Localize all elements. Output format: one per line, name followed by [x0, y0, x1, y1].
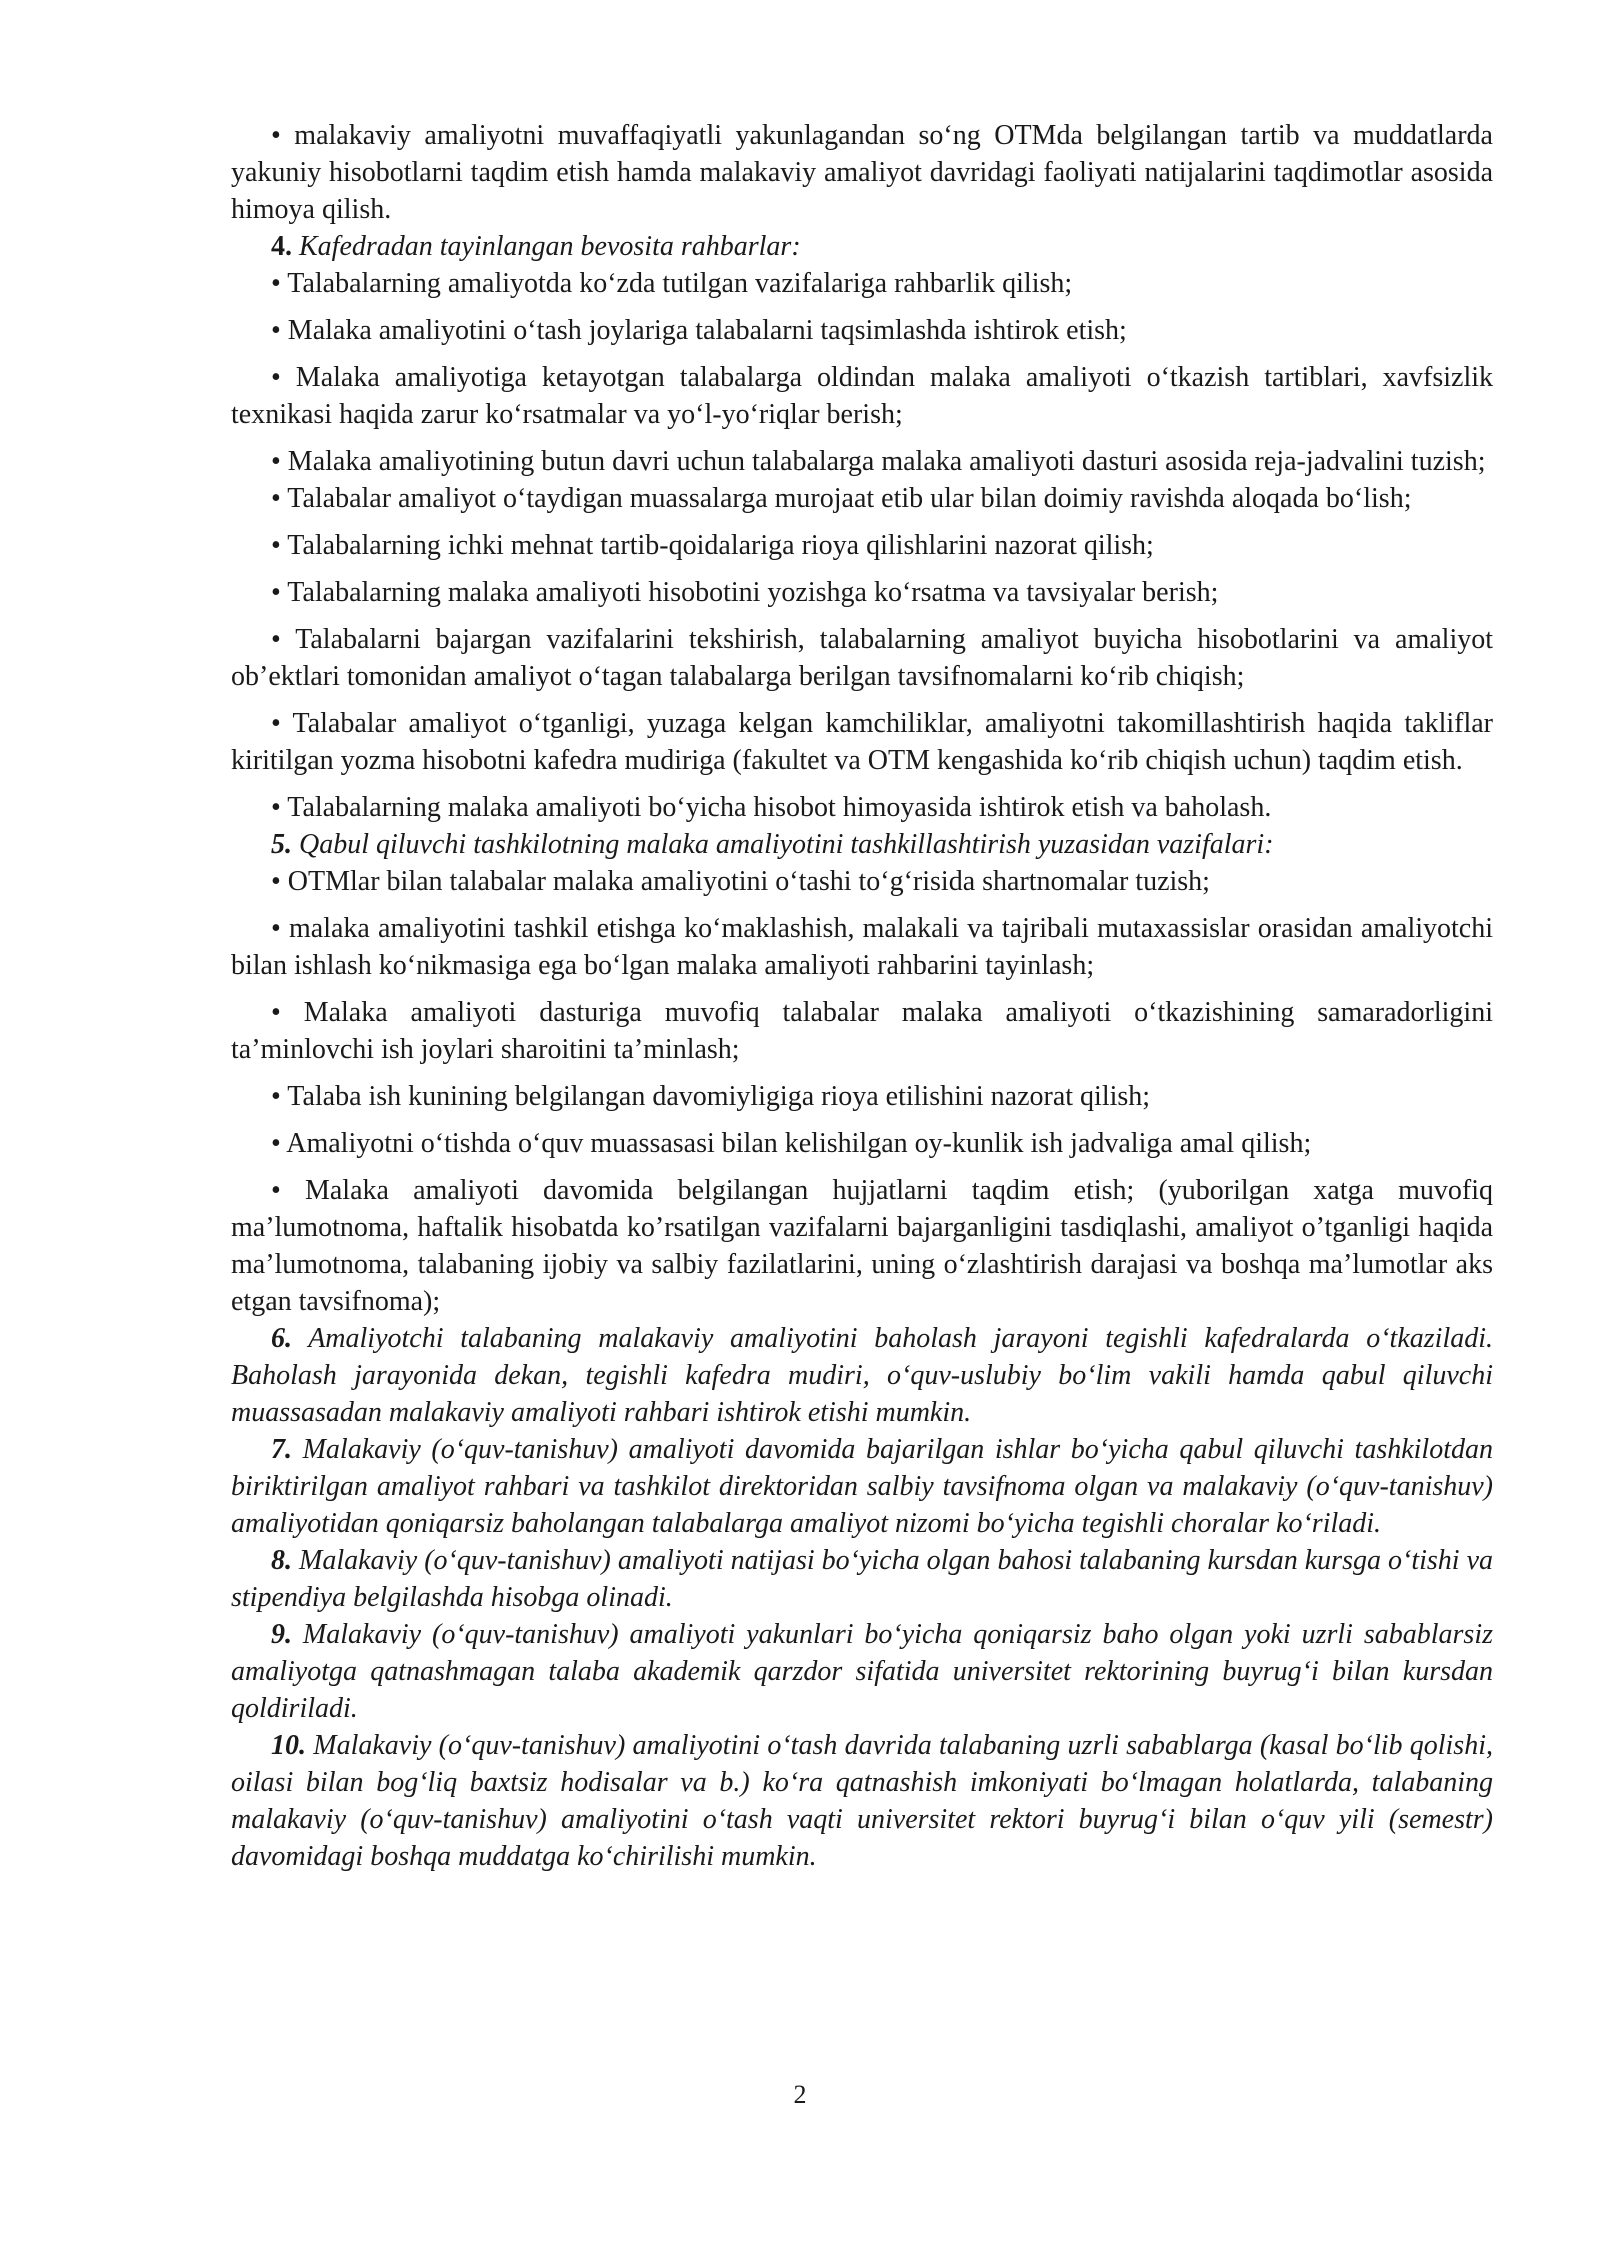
- section-5-number: 5.: [271, 829, 292, 860]
- clause-9-number: 9.: [271, 1619, 292, 1650]
- section-4-bullet-7: • Talabalarning malaka amaliyoti hisobotini yozishga ko‘rsatma va tavsiyalar berish;: [271, 577, 1219, 608]
- section-4-bullet-4: • Malaka amaliyotining butun davri uchun talabalarga malaka amaliyoti dasturi asosida reja-jadvalini tuzish;: [271, 446, 1486, 477]
- section-4-bullet-5: • Talabalar amaliyot o‘taydigan muassalarga murojaat etib ular bilan doimiy ravishda aloqada bo‘lish;: [271, 483, 1412, 514]
- clause-7-text: Malakaviy (o‘quv-tanishuv) amaliyoti davomida bajarilgan ishlar bo‘yicha qabul qiluvchi tashkilotdan biriktirilgan amaliyot rahbari va tashkilot direktoridan salbiy tavsifnoma olgan va malakaviy (o‘quv-tanishuv) amaliyotidan qoniqarsiz baholangan talabalarga amaliyot nizomi bo‘yicha tegishli choralar ko‘riladi.: [231, 1434, 1493, 1539]
- section-4-heading: [231, 228, 1493, 265]
- clause-8: [231, 1542, 1493, 1616]
- document-body: [231, 117, 1493, 1875]
- clause-8-number: 8.: [271, 1545, 292, 1576]
- clause-7: [231, 1431, 1493, 1542]
- clause-6-number: 6.: [271, 1323, 292, 1354]
- section-4-number: 4.: [271, 231, 292, 262]
- section-4-bullet-1: • Talabalarning amaliyotda ko‘zda tutilgan vazifalariga rahbarlik qilish;: [271, 268, 1073, 299]
- section-4-bullet-9: • Talabalar amaliyot o‘tganligi, yuzaga kelgan kamchiliklar, amaliyotni takomillashtirish haqida takliflar kiritilgan yozma hisobotni kafedra mudiriga (fakultet va OTM kengashida ko‘rib chiqish uchun) taqdim etish.: [231, 708, 1493, 776]
- section-5-bullet-2: • malaka amaliyotini tashkil etishga ko‘maklashish, malakali va tajribali mutaxassislar orasidan amaliyotchi bilan ishlash ko‘nikmasiga ega bo‘lgan malaka amaliyoti rahbarini tayinlash;: [231, 913, 1493, 981]
- page-number: 2: [793, 2080, 807, 2109]
- clause-9-text: Malakaviy (o‘quv-tanishuv) amaliyoti yakunlari bo‘yicha qoniqarsiz baho olgan yoki uzrli sabablarsiz amaliyotga qatnashmagan talaba akademik qarzdor sifatida universitet rektorining buyrug‘i bilan kursdan qoldiriladi.: [231, 1619, 1493, 1724]
- section-5-bullet-3: • Malaka amaliyoti dasturiga muvofiq talabalar malaka amaliyoti o‘tkazishining samaradorligini ta’minlovchi ish joylari sharoitini ta’minlash;: [231, 997, 1493, 1065]
- clause-10: [231, 1727, 1493, 1875]
- clause-9: [231, 1616, 1493, 1727]
- clause-10-text: Malakaviy (o‘quv-tanishuv) amaliyotini o‘tash davrida talabaning uzrli sabablarga (kasal bo‘lib qolishi, oilasi bilan bog‘liq baxtsiz hodisalar va b.) ko‘ra qatnashish imkoniyati bo‘lmagan holatlarda, talabaning malakaviy (o‘quv-tanishuv) amaliyotini o‘tash vaqti universitet rektori buyrug‘i bilan o‘quv yili (semestr) davomidagi boshqa muddatga ko‘chirilishi mumkin.: [231, 1730, 1493, 1872]
- section-5-heading: [231, 826, 1493, 863]
- clause-10-number: 10.: [271, 1730, 306, 1761]
- section-5-bullet-1: • OTMlar bilan talabalar malaka amaliyotini o‘tashi to‘g‘risida shartnomalar tuzish;: [271, 866, 1210, 897]
- section-4-bullet-3: • Malaka amaliyotiga ketayotgan talabalarga oldindan malaka amaliyoti o‘tkazish tartiblari, xavfsizlik texnikasi haqida zarur ko‘rsatmalar va yo‘l-yo‘riqlar berish;: [231, 362, 1493, 430]
- clause-7-number: 7.: [271, 1434, 292, 1465]
- section-5-bullet-6: • Malaka amaliyoti davomida belgilangan hujjatlarni taqdim etish; (yuborilgan xatga muvofiq ma’lumotnoma, haftalik hisobatda ko’rsatilgan vazifalarni bajarganligini tasdiqlashi, amaliyot o’tganligi haqida ma’lumotnoma, talabaning ijobiy va salbiy fazilatlarini, uning o‘zlashtirish darajasi va boshqa ma’lumotlar aks etgan tavsifnoma);: [231, 1175, 1493, 1317]
- section-4-title: Kafedradan tayinlangan bevosita rahbarlar:: [292, 231, 801, 262]
- section-4-bullet-10: • Talabalarning malaka amaliyoti bo‘yicha hisobot himoyasida ishtirok etish va baholash.: [271, 792, 1272, 823]
- clause-6-text: Amaliyotchi talabaning malakaviy amaliyotini baholash jarayoni tegishli kafedralarda o‘tkaziladi. Baholash jarayonida dekan, tegishli kafedra mudiri, o‘quv-uslubiy bo‘lim vakili hamda qabul qiluvchi muassasadan malakaviy amaliyoti rahbari ishtirok etishi mumkin.: [231, 1323, 1493, 1428]
- section-4-bullet-8: • Talabalarni bajargan vazifalarini tekshirish, talabalarning amaliyot buyicha hisobotlarini va amaliyot ob’ektlari tomonidan amaliyot o‘tagan talabalarga berilgan tavsifnomalarni ko‘rib chiqish;: [231, 624, 1493, 692]
- section-5-bullet-5: • Amaliyotni o‘tishda o‘quv muassasasi bilan kelishilgan oy-kunlik ish jadvaliga amal qilish;: [271, 1128, 1312, 1159]
- section-4-bullet-6: • Talabalarning ichki mehnat tartib-qoidalariga rioya qilishlarini nazorat qilish;: [271, 530, 1154, 561]
- clause-6: [231, 1320, 1493, 1431]
- intro-bullet: • malakaviy amaliyotni muvaffaqiyatli yakunlagandan so‘ng OTMda belgilangan tartib va muddatlarda yakuniy hisobotlarni taqdim etish hamda malakaviy amaliyot davridagi faoliyati natijalarini taqdimotlar asosida himoya qilish.: [231, 120, 1493, 225]
- section-5-title: Qabul qiluvchi tashkilotning malaka amaliyotini tashkillashtirish yuzasidan vazifalari:: [292, 829, 1274, 860]
- clause-8-text: Malakaviy (o‘quv-tanishuv) amaliyoti natijasi bo‘yicha olgan bahosi talabaning kursdan kursga o‘tishi va stipendiya belgilashda hisobga olinadi.: [231, 1545, 1493, 1613]
- section-4-bullet-2: • Malaka amaliyotini o‘tash joylariga talabalarni taqsimlashda ishtirok etish;: [271, 315, 1127, 346]
- section-5-bullet-4: • Talaba ish kunining belgilangan davomiyligiga rioya etilishini nazorat qilish;: [271, 1081, 1151, 1112]
